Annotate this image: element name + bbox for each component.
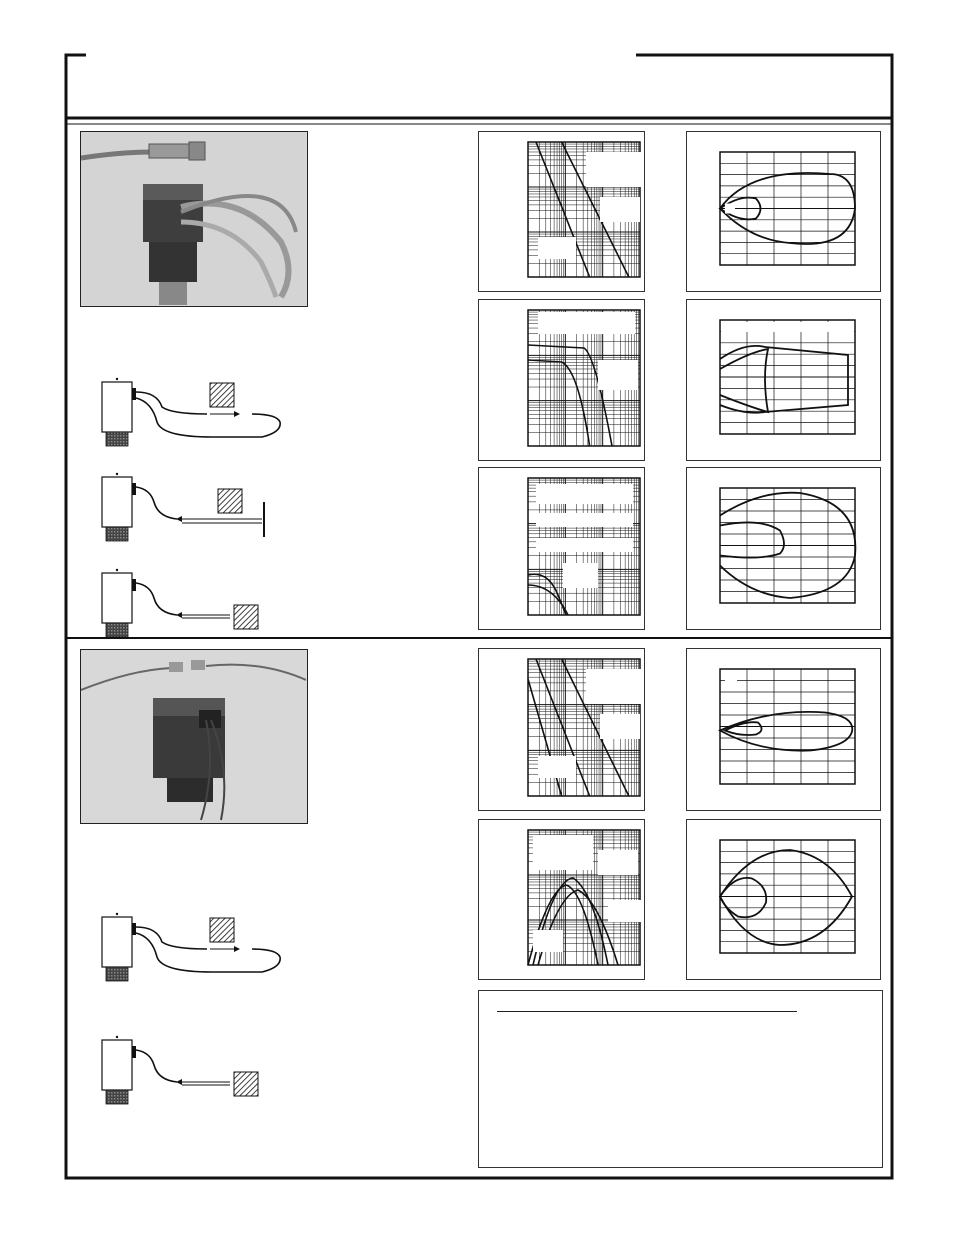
target-object (210, 383, 234, 407)
linear-grid (720, 320, 855, 434)
fiber-port (132, 483, 136, 495)
label-panel (725, 674, 737, 682)
diagram-retroreflective-fiber (102, 473, 264, 541)
gain-curves (528, 574, 568, 615)
linear-grid (720, 840, 855, 953)
sensor-indicator (116, 378, 118, 380)
sensor-body (102, 1040, 132, 1090)
label-panel (533, 930, 563, 952)
label-panel (725, 204, 735, 214)
sensor-indicator (116, 569, 118, 571)
sensor-connector (106, 1090, 128, 1104)
diagram-diffuse-fiber (102, 1036, 258, 1104)
beam-pattern-plot (686, 299, 881, 461)
label-panel (538, 756, 576, 778)
sensor-connector (106, 432, 128, 446)
beam-pattern-plot (686, 131, 881, 292)
label-panel (536, 538, 633, 552)
label-panel (721, 322, 854, 332)
label-panel (600, 714, 640, 739)
target-object (234, 605, 258, 629)
beam-curves (720, 712, 852, 751)
sensor-body (102, 573, 132, 623)
linear-grid (720, 152, 855, 265)
diagram-diffuse-fiber (102, 569, 258, 637)
label-panel (536, 484, 633, 504)
sensor-connector (106, 623, 128, 637)
target-object (210, 918, 234, 942)
excess-gain-plot (478, 467, 645, 630)
fiber-port (132, 923, 136, 935)
label-panel (536, 513, 633, 527)
sensor-connector (106, 967, 128, 981)
label-panel (538, 312, 635, 334)
diagram-opposed-fiber (102, 378, 280, 446)
sensor-body (102, 382, 132, 432)
label-panel (598, 360, 638, 390)
notes-box (478, 990, 883, 1168)
excess-gain-plot (478, 299, 645, 461)
excess-gain-plot (478, 131, 645, 292)
target-object (234, 1072, 258, 1096)
label-panel (600, 197, 640, 222)
label-panel (563, 563, 598, 588)
sensor-body (102, 477, 132, 527)
fiber-port (132, 1046, 136, 1058)
notes-title-rule (497, 1011, 797, 1012)
label-panel (538, 237, 576, 259)
fiber-port (132, 579, 136, 591)
linear-grid (720, 669, 855, 784)
excess-gain-plot (478, 819, 645, 980)
sensor-indicator (116, 1036, 118, 1038)
sensor-body (102, 917, 132, 967)
beam-pattern-plot (686, 819, 881, 980)
excess-gain-plot (478, 648, 645, 811)
sensor-connector (106, 527, 128, 541)
label-panel (608, 900, 643, 922)
label-panel (586, 669, 641, 704)
diagram-opposed-fiber (102, 913, 280, 981)
label-panel (586, 152, 641, 187)
beam-pattern-plot (686, 648, 881, 811)
target-object (218, 489, 242, 513)
beam-pattern-plot (686, 467, 881, 630)
beam-curves (720, 346, 848, 413)
label-panel (598, 850, 638, 875)
label-panel (533, 835, 593, 870)
sensor-indicator (116, 473, 118, 475)
fiber-port (132, 388, 136, 400)
sensor-indicator (116, 913, 118, 915)
